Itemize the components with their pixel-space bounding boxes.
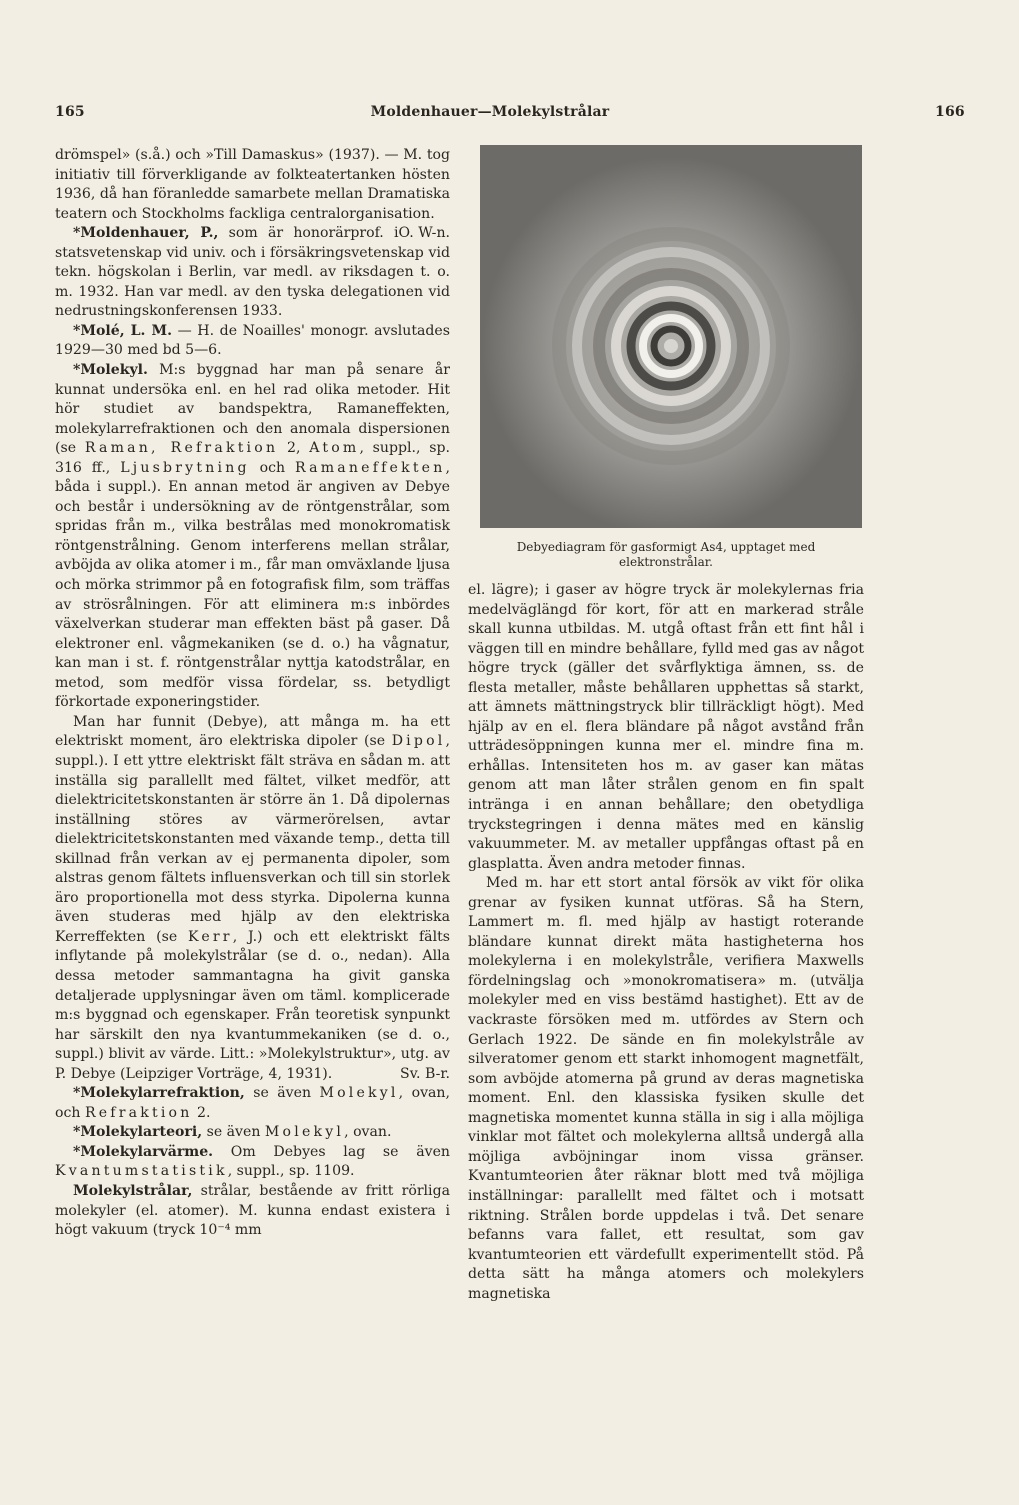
cross-reference: Raman, Refraktion xyxy=(84,440,279,457)
author-signature: O. W-n. xyxy=(398,225,450,242)
entry-molekylarrefraktion xyxy=(55,1084,450,1123)
entry-term: *Molekylarrefraktion, xyxy=(73,1085,245,1102)
entry-text: se även xyxy=(244,1085,320,1102)
paragraph-pressure: el. lägre); i gaser av högre tryck är molekylernas fria medelväglängd för kort, för att en markerad stråle skall kunna utbildas. M. utgå oftast från ett fint hål i väggen till en mindre behållare, fylld med gas av något högre tryck (gäller det svårflyktiga ämnen, ss. de flesta metaller, måste behållaren upphettas så starkt, att ämnets mättningstryck blir tillräckligt högt). Med hjälp av en el. flera bländare på något avstånd från utträdesöppningen kunna mer el. mindre fina m. erhållas. Intensiteten hos m. av gaser kan mätas genom att man låter strålen genom en fin spalt intränga i en annan behållare; den obetydliga tryckstegringen i denna mätes med en känslig vakuummeter. M. av metaller uppfångas oftast på en glasplatta. Även andra metoder finnas. xyxy=(468,582,864,872)
entry-molekylarteori xyxy=(55,1123,450,1143)
cross-reference: Ljusbrytning xyxy=(120,459,250,476)
entry-text: 2. xyxy=(192,1104,211,1121)
entry-text: , suppl., sp. 316 ff., xyxy=(55,440,450,476)
entry-text: , ovan, och xyxy=(55,1085,450,1121)
entry-text: , J.) och ett elektriskt fälts inflytande på molekylstrålar (se d. o., nedan). Alla dessa metoder sammantagna ha givit ganska detaljerade upplysningar även om täml. komplicerade m:s byggnad och egenskaper. Från teoretisk synpunkt har särskilt den nya kvantummekaniken (se d. o., suppl.) blivit av värde. Litt.: »Molekylstruktur», utg. av P. Debye (Leipziger Vorträge, 4, 1931). xyxy=(55,928,450,1082)
entry-text: , suppl., sp. 1109. xyxy=(227,1163,355,1180)
cross-reference: Kvantumstatistik xyxy=(55,1163,228,1180)
entry-text: som är honorärprof. i statsvetenskap vid univ. och i försäkringsvetenskap vid tekn. högskolan i Berlin, var medl. av riksdagen t. o. m. 1932. Han var medl. av den tyska delegationen vid nedrustningskonferensen 1933. xyxy=(55,225,450,320)
cross-reference: Dipol xyxy=(391,733,446,750)
entry-term: *Molekyl. xyxy=(73,362,148,379)
entry-text: , ovan. xyxy=(344,1124,392,1141)
entry-term: *Molekylarteori, xyxy=(73,1124,203,1141)
cross-reference: Molekyl xyxy=(264,1124,345,1141)
paragraph-dipoles xyxy=(55,713,450,1084)
entry-text: se även xyxy=(202,1124,265,1141)
entry-mole xyxy=(55,322,450,361)
debye-diffraction-figure xyxy=(480,145,862,528)
entry-text: och xyxy=(249,459,295,476)
page-number-left: 165 xyxy=(55,104,85,120)
cross-reference: Refraktion xyxy=(84,1104,193,1121)
running-title: Moldenhauer—Molekylstrålar xyxy=(370,104,610,120)
figure-caption: Debyediagram för gasformigt As4, upptaget med elektronstrålar. xyxy=(516,540,816,569)
entry-term: *Molekylarvärme. xyxy=(73,1143,214,1160)
cross-reference: Ramaneffekten xyxy=(294,459,446,476)
cross-reference: Atom xyxy=(309,440,360,457)
entry-text: 2, xyxy=(278,440,310,457)
entry-molekylarvarme xyxy=(55,1143,450,1182)
debye-diffraction-rings-icon xyxy=(480,145,862,528)
cross-reference: Molekyl xyxy=(319,1085,399,1102)
entry-molekylstralar xyxy=(55,1182,450,1241)
entry-text: , suppl.). I ett yttre elektriskt fält sträva en sådan m. att inställa sig parallellt med fältet, vilket medför, att dielektricitetskonstanten är större än 1. Då dipolernas inställning störes av värmerörelsen, avtar dielektricitetskonstanten med växande temp., detta till skillnad från verkan av ej permanenta dipoler, som alstras genom fältets influensverkan och till sin storlek äro proportionella mot dess styrka. Dipolerna kunna även studeras med hjälp av den elektriska Kerreffekten (se xyxy=(55,733,450,945)
entry-term: Molekylstrålar, xyxy=(73,1182,193,1199)
entry-text: , båda i suppl.). En annan metod är angiven av Debye och består i undersökning av de röntgenstrålar, som spridas från m., vilka bestrålas med monokromatisk röntgenstrålning. Genom interferens mellan strålar, avböjda av olika atomer i m., får man omväxlande ljusa och mörka strimmor på en fotografisk film, som träffas av strösrålningen. För att eliminera m:s inbördes växelverkan studerar man effekten bäst på gaser. Då elektroner enl. vågmekaniken (se d. o.) ha vågnatur, kan man i st. f. röntgenstrålar nyttja katodstrålar, en metod, som medför vissa fördelar, ss. betydligt förkortade exponeringstider. xyxy=(55,459,450,711)
author-signature: Sv. B-r. xyxy=(400,1065,450,1082)
entry-text: M:s byggnad har man på senare år kunnat undersöka enl. en hel rad olika metoder. Hit hör studiet av bandspektra, Ramaneffekten, molekylarrefraktionen och den anomala dispersionen (se xyxy=(55,362,450,457)
text: drömspel» (s.å.) och »Till Damaskus» (1937). — M. tog initiativ till förverkligande av folkteatertanken hösten 1936, då han föranledde samarbete mellan Dramatiska teatern och Stockholms fackliga centralorganisation. xyxy=(55,147,450,222)
entry-text: — H. de Noailles' monogr. avslutades 1929—30 med bd 5—6. xyxy=(55,322,450,359)
left-column xyxy=(55,146,450,1241)
entry-moldenhauer xyxy=(55,224,450,322)
paragraph-experiments: Med m. har ett stort antal försök av vikt för olika grenar av fysiken kunnat utföras. Så ha Stern, Lammert m. fl. med hjälp av hastigt roterande bländare kunnat direkt mäta hastigheterna hos molekylerna i en molekylstråle, verifiera Maxwells fördelningslag och »monokromatisera» m. (utvälja molekyler med en viss bestämd hastighet). Ett av de vackraste försöken med m. utfördes av Stern och Gerlach 1922. De sände en fin molekylstråle av silveratomer genom ett starkt inhomogent magnetfält, som avböjde atomerna på grund av deras magnetiska moment. Enl. den klassiska fysiken skulle det magnetiska momentet kunna ställa in sig i alla möjliga vinklar mot fältet och molekylerna alltså undergå alla möjliga avböjningar inom vissa gränser. Kvantumteorien åter räknar blott med två möjliga inställningar: parallellt med fältet och i motsatt riktning. Strålen borde uppdelas i två. Det senare befanns vara fallet, ett resultat, som gav kvantumteorien ett värdefullt experimentellt stöd. På detta sätt ha många atomers och molekylers magnetiska xyxy=(468,875,864,1302)
cross-reference: Kerr xyxy=(187,928,233,945)
entry-term: *Molé, L. M. xyxy=(73,322,172,339)
entry-molekyl xyxy=(55,361,450,713)
right-column xyxy=(468,581,864,1304)
entry-text: Om Debyes lag se även xyxy=(213,1143,450,1160)
entry-term: *Moldenhauer, P., xyxy=(73,225,219,242)
entry-text: strålar, bestående av fritt rörliga molekyler (el. atomer). M. kunna endast existera i högt vakuum (tryck 10⁻⁴ mm xyxy=(55,1182,450,1239)
entry-text: Man har funnit (Debye), att många m. ha ett elektriskt moment, äro elektriska dipoler (se xyxy=(55,713,450,750)
page-number-right: 166 xyxy=(935,104,965,120)
